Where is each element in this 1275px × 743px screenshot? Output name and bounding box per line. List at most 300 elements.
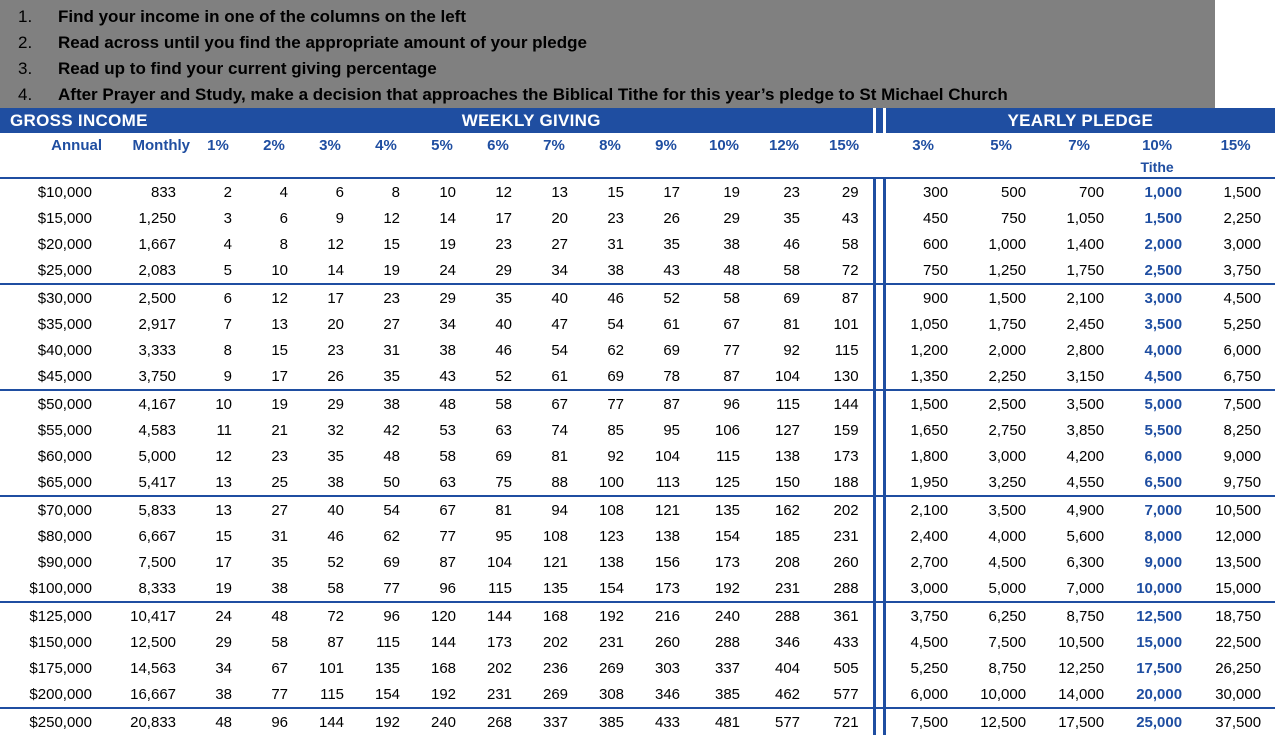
cell-weekly-3: 32 (327, 421, 345, 439)
cell-weekly-6: 12 (470, 178, 526, 205)
cell-weekly-4: 8 (358, 178, 414, 205)
cell-yearly-10: 17,500 (1136, 659, 1183, 677)
cell-yearly-10: 10,000 (1118, 575, 1196, 602)
cell-weekly-2: 15 (271, 341, 289, 359)
cell-weekly-15: 72 (814, 257, 874, 284)
cell-weekly-1: 13 (190, 469, 246, 496)
cell-yearly-10: 25,000 (1136, 713, 1183, 731)
cell-yearly-3: 600 (923, 235, 949, 253)
cell-weekly-10: 77 (723, 341, 741, 359)
tithe-row-gap (874, 157, 884, 178)
cell-weekly-2: 4 (246, 178, 302, 205)
cell-yearly-10: 2,000 (1144, 235, 1183, 253)
cell-weekly-5: 38 (439, 341, 457, 359)
cell-annual-income: $20,000 (37, 235, 92, 253)
cell-weekly-7: 269 (526, 681, 582, 708)
cell-yearly-7: 5,600 (1066, 527, 1105, 545)
subheader-weekly-6: 6% (487, 136, 509, 154)
cell-weekly-12: 58 (754, 257, 814, 284)
cell-weekly-2: 13 (271, 315, 289, 333)
table-row (0, 549, 1275, 575)
tithe-row-blank-5 (962, 157, 1040, 178)
cell-weekly-3: 14 (302, 257, 358, 284)
cell-weekly-15: 202 (833, 501, 859, 519)
cell-yearly-5: 7,500 (988, 633, 1027, 651)
cell-weekly-5: 240 (430, 713, 457, 731)
cell-weekly-2: 17 (246, 363, 302, 390)
cell-weekly-15: 115 (834, 341, 859, 359)
cell-yearly-7: 3,500 (1066, 395, 1105, 413)
cell-weekly-5: 120 (430, 607, 457, 625)
cell-annual-income: $200,000 (0, 681, 102, 708)
cell-yearly-5: 2,000 (988, 341, 1027, 359)
cell-section-divider (874, 655, 884, 681)
cell-weekly-9: 61 (663, 315, 681, 333)
cell-section-divider (874, 205, 884, 231)
cell-weekly-4: 19 (358, 257, 414, 284)
cell-yearly-10: 1,000 (1118, 178, 1196, 205)
header-gap (874, 108, 884, 133)
cell-weekly-4: 12 (383, 209, 401, 227)
cell-weekly-15: 433 (833, 633, 859, 651)
cell-weekly-4: 115 (376, 633, 401, 651)
cell-weekly-3: 40 (327, 501, 345, 519)
cell-weekly-9: 52 (663, 289, 681, 307)
cell-yearly-10: 9,000 (1144, 553, 1183, 571)
cell-weekly-6: 202 (486, 659, 513, 677)
cell-yearly-7: 1,400 (1066, 235, 1105, 253)
cell-weekly-10: 96 (723, 395, 741, 413)
cell-weekly-8: 54 (607, 315, 625, 333)
cell-weekly-12: 23 (754, 178, 814, 205)
cell-weekly-3: 46 (327, 527, 345, 545)
instruction-item: Find your income in one of the columns on the left (58, 7, 467, 26)
cell-section-divider (874, 231, 884, 257)
table-row (0, 523, 1275, 549)
cell-weekly-2: 6 (279, 209, 289, 227)
cell-yearly-3: 450 (923, 209, 949, 227)
cell-weekly-3: 58 (302, 575, 358, 602)
cell-yearly-7: 2,100 (1066, 289, 1105, 307)
cell-weekly-2: 19 (271, 395, 289, 413)
cell-weekly-9: 69 (663, 341, 681, 359)
cell-weekly-8: 85 (607, 421, 625, 439)
cell-weekly-1: 4 (223, 235, 233, 253)
header-gross-income: GROSS INCOME (0, 108, 190, 133)
cell-weekly-3: 26 (302, 363, 358, 390)
tithe-label-row (0, 157, 1275, 178)
cell-yearly-7: 6,300 (1066, 553, 1105, 571)
cell-yearly-15: 7,500 (1223, 395, 1262, 413)
cell-weekly-1: 2 (190, 178, 246, 205)
cell-section-divider (874, 549, 884, 575)
cell-annual-income: $175,000 (29, 659, 92, 677)
cell-yearly-15: 5,250 (1223, 315, 1262, 333)
cell-weekly-7: 108 (542, 527, 569, 545)
cell-weekly-4: 69 (383, 553, 401, 571)
cell-weekly-8: 108 (598, 501, 625, 519)
cell-yearly-5: 10,000 (962, 681, 1040, 708)
subheader-yearly-15: 15% (1220, 136, 1251, 154)
cell-yearly-3: 6,000 (884, 681, 962, 708)
cell-weekly-10: 135 (714, 501, 741, 519)
cell-weekly-5: 34 (439, 315, 457, 333)
cell-section-divider (874, 363, 884, 390)
cell-weekly-12: 150 (754, 469, 814, 496)
cell-annual-income: $250,000 (29, 713, 92, 731)
cell-weekly-1: 38 (190, 681, 246, 708)
cell-yearly-7: 4,900 (1066, 501, 1105, 519)
cell-weekly-5: 58 (439, 447, 457, 465)
cell-weekly-15: 721 (833, 713, 859, 731)
cell-weekly-2: 35 (271, 553, 289, 571)
instructions-panel (0, 0, 1215, 108)
cell-yearly-10: 20,000 (1118, 681, 1196, 708)
cell-weekly-9: 43 (638, 257, 694, 284)
cell-weekly-15: 130 (814, 363, 874, 390)
cell-weekly-10: 173 (714, 553, 741, 571)
cell-weekly-10: 19 (694, 178, 754, 205)
cell-yearly-5: 8,750 (988, 659, 1027, 677)
header-weekly-giving: WEEKLY GIVING (190, 108, 874, 133)
cell-weekly-15: 361 (833, 607, 859, 625)
cell-weekly-8: 69 (582, 363, 638, 390)
cell-weekly-15: 43 (841, 209, 859, 227)
subheader-yearly-3: 3% (912, 136, 934, 154)
cell-weekly-8: 23 (607, 209, 625, 227)
cell-annual-income: $50,000 (37, 395, 92, 413)
instruction-item: After Prayer and Study, make a decision that approaches the Biblical Tithe for this year’s pledge to St Michael Church (58, 85, 1008, 104)
cell-weekly-9: 346 (638, 681, 694, 708)
cell-section-divider (874, 390, 884, 417)
cell-weekly-7: 94 (551, 501, 569, 519)
cell-weekly-9: 433 (654, 713, 681, 731)
cell-yearly-5: 1,500 (988, 289, 1027, 307)
cell-yearly-5: 1,250 (962, 257, 1040, 284)
cell-weekly-6: 95 (495, 527, 513, 545)
cell-weekly-3: 6 (302, 178, 358, 205)
cell-weekly-9: 17 (638, 178, 694, 205)
cell-yearly-15: 3,750 (1196, 257, 1275, 284)
cell-weekly-3: 12 (327, 235, 345, 253)
cell-yearly-3: 1,950 (884, 469, 962, 496)
cell-weekly-5: 24 (414, 257, 470, 284)
cell-monthly-income: 7,500 (138, 553, 177, 571)
cell-weekly-7: 27 (551, 235, 569, 253)
cell-weekly-4: 96 (383, 607, 401, 625)
cell-section-divider (874, 523, 884, 549)
cell-weekly-10: 48 (694, 257, 754, 284)
cell-yearly-7: 12,250 (1058, 659, 1105, 677)
cell-annual-income: $100,000 (0, 575, 102, 602)
cell-weekly-1: 3 (223, 209, 233, 227)
cell-yearly-10: 1,500 (1144, 209, 1183, 227)
cell-section-divider (874, 496, 884, 523)
cell-yearly-3: 1,050 (910, 315, 949, 333)
cell-weekly-7: 20 (551, 209, 569, 227)
cell-yearly-3: 1,650 (910, 421, 949, 439)
cell-weekly-6: 29 (470, 257, 526, 284)
subheader-yearly-10: 10% (1142, 136, 1173, 154)
cell-weekly-12: 577 (774, 713, 801, 731)
cell-weekly-7: 88 (526, 469, 582, 496)
cell-weekly-4: 23 (383, 289, 401, 307)
cell-weekly-4: 192 (374, 713, 401, 731)
cell-weekly-6: 173 (486, 633, 513, 651)
cell-yearly-15: 13,500 (1215, 553, 1262, 571)
cell-yearly-10: 4,000 (1144, 341, 1183, 359)
cell-weekly-4: 54 (383, 501, 401, 519)
cell-weekly-4: 35 (358, 363, 414, 390)
cell-weekly-4: 15 (383, 235, 401, 253)
cell-weekly-12: 404 (774, 659, 801, 677)
cell-weekly-7: 13 (526, 178, 582, 205)
table-row (0, 443, 1275, 469)
cell-weekly-15: 173 (833, 447, 859, 465)
cell-yearly-15: 3,000 (1223, 235, 1262, 253)
cell-weekly-10: 240 (714, 607, 741, 625)
cell-annual-income: $25,000 (0, 257, 102, 284)
cell-yearly-10: 4,500 (1118, 363, 1196, 390)
cell-monthly-income: 16,667 (102, 681, 190, 708)
cell-weekly-5: 19 (439, 235, 457, 253)
cell-weekly-6: 104 (486, 553, 513, 571)
cell-weekly-7: 168 (542, 607, 569, 625)
subheader-yearly-7: 7% (1068, 136, 1090, 154)
cell-weekly-12: 185 (774, 527, 801, 545)
cell-weekly-5: 10 (414, 178, 470, 205)
cell-section-divider (874, 708, 884, 735)
cell-yearly-15: 8,250 (1223, 421, 1262, 439)
cell-yearly-15: 30,000 (1196, 681, 1275, 708)
cell-weekly-2: 31 (271, 527, 289, 545)
cell-weekly-15: 260 (833, 553, 859, 571)
table-row (0, 337, 1275, 363)
subheader-weekly-1: 1% (207, 136, 229, 154)
cell-weekly-2: 21 (271, 421, 289, 439)
subheader-weekly-4: 4% (375, 136, 397, 154)
cell-monthly-income: 3,750 (102, 363, 190, 390)
cell-weekly-9: 260 (654, 633, 681, 651)
cell-weekly-6: 35 (495, 289, 513, 307)
cell-yearly-15: 4,500 (1223, 289, 1262, 307)
cell-weekly-3: 23 (327, 341, 345, 359)
cell-weekly-12: 46 (783, 235, 801, 253)
cell-weekly-12: 104 (754, 363, 814, 390)
cell-weekly-9: 303 (654, 659, 681, 677)
cell-weekly-2: 38 (246, 575, 302, 602)
tithe-row-blank-3 (884, 157, 962, 178)
cell-weekly-2: 48 (271, 607, 289, 625)
cell-weekly-2: 10 (246, 257, 302, 284)
tithe-row-blank-15 (1196, 157, 1275, 178)
cell-monthly-income: 12,500 (130, 633, 177, 651)
cell-weekly-1: 19 (190, 575, 246, 602)
cell-monthly-income: 6,667 (138, 527, 177, 545)
cell-yearly-10: 6,000 (1144, 447, 1183, 465)
cell-yearly-3: 1,500 (910, 395, 949, 413)
table-subheader-row (0, 133, 1275, 157)
cell-weekly-7: 67 (551, 395, 569, 413)
cell-monthly-income: 833 (102, 178, 190, 205)
cell-yearly-5: 3,000 (988, 447, 1027, 465)
cell-yearly-3: 7,500 (910, 713, 949, 731)
subheader-monthly: Monthly (132, 136, 191, 154)
cell-weekly-1: 15 (215, 527, 233, 545)
cell-weekly-9: 173 (638, 575, 694, 602)
cell-annual-income: $150,000 (29, 633, 92, 651)
subheader-weekly-12: 12% (769, 136, 800, 154)
cell-weekly-15: 288 (814, 575, 874, 602)
cell-yearly-3: 1,350 (884, 363, 962, 390)
cell-yearly-5: 3,250 (962, 469, 1040, 496)
cell-weekly-5: 63 (414, 469, 470, 496)
cell-section-divider (874, 311, 884, 337)
cell-weekly-12: 231 (754, 575, 814, 602)
cell-yearly-7: 3,850 (1066, 421, 1105, 439)
cell-yearly-15: 15,000 (1196, 575, 1275, 602)
cell-weekly-8: 77 (607, 395, 625, 413)
cell-weekly-9: 216 (654, 607, 681, 625)
cell-weekly-12: 346 (774, 633, 801, 651)
cell-yearly-5: 4,500 (988, 553, 1027, 571)
cell-yearly-15: 9,750 (1196, 469, 1275, 496)
cell-yearly-10: 7,000 (1144, 501, 1183, 519)
cell-weekly-9: 95 (663, 421, 681, 439)
cell-weekly-6: 115 (470, 575, 526, 602)
cell-yearly-7: 10,500 (1058, 633, 1105, 651)
cell-weekly-8: 385 (598, 713, 625, 731)
cell-weekly-3: 29 (327, 395, 345, 413)
cell-weekly-3: 144 (318, 713, 345, 731)
cell-weekly-7: 337 (542, 713, 569, 731)
cell-weekly-5: 14 (439, 209, 457, 227)
cell-yearly-15: 2,250 (1223, 209, 1262, 227)
table-row (0, 629, 1275, 655)
cell-yearly-10: 6,500 (1118, 469, 1196, 496)
cell-weekly-6: 58 (495, 395, 513, 413)
table-row (0, 602, 1275, 629)
cell-yearly-3: 750 (884, 257, 962, 284)
cell-weekly-15: 188 (814, 469, 874, 496)
cell-yearly-7: 4,200 (1066, 447, 1105, 465)
cell-monthly-income: 4,583 (138, 421, 177, 439)
cell-weekly-9: 113 (638, 469, 694, 496)
cell-weekly-5: 87 (439, 553, 457, 571)
cell-weekly-10: 58 (723, 289, 741, 307)
cell-annual-income: $125,000 (29, 607, 92, 625)
cell-yearly-5: 3,500 (988, 501, 1027, 519)
cell-yearly-3: 5,250 (910, 659, 949, 677)
cell-yearly-5: 750 (1001, 209, 1027, 227)
cell-weekly-7: 135 (526, 575, 582, 602)
pledge-table (0, 108, 1275, 735)
cell-weekly-4: 38 (383, 395, 401, 413)
cell-weekly-5: 96 (414, 575, 470, 602)
cell-monthly-income: 2,500 (138, 289, 177, 307)
cell-weekly-15: 87 (841, 289, 859, 307)
cell-weekly-7: 61 (526, 363, 582, 390)
cell-weekly-10: 337 (714, 659, 741, 677)
cell-yearly-3: 4,500 (910, 633, 949, 651)
table-row (0, 257, 1275, 284)
subheader-gap (874, 133, 884, 157)
cell-weekly-6: 75 (470, 469, 526, 496)
cell-yearly-10: 15,000 (1136, 633, 1183, 651)
cell-weekly-12: 92 (783, 341, 801, 359)
cell-annual-income: $15,000 (37, 209, 92, 227)
cell-monthly-income: 20,833 (130, 713, 177, 731)
cell-weekly-6: 63 (495, 421, 513, 439)
cell-annual-income: $80,000 (37, 527, 92, 545)
subheader-weekly-9: 9% (655, 136, 677, 154)
table-row (0, 231, 1275, 257)
cell-weekly-9: 138 (654, 527, 681, 545)
cell-weekly-1: 48 (215, 713, 233, 731)
cell-weekly-15: 577 (814, 681, 874, 708)
cell-yearly-7: 17,500 (1058, 713, 1105, 731)
cell-weekly-8: 192 (598, 607, 625, 625)
cell-monthly-income: 5,833 (138, 501, 177, 519)
cell-weekly-3: 17 (327, 289, 345, 307)
cell-yearly-5: 6,250 (988, 607, 1027, 625)
cell-section-divider (874, 575, 884, 602)
subheader-weekly-3: 3% (319, 136, 341, 154)
cell-weekly-2: 23 (271, 447, 289, 465)
cell-weekly-4: 50 (358, 469, 414, 496)
cell-weekly-4: 62 (383, 527, 401, 545)
cell-weekly-3: 9 (335, 209, 345, 227)
cell-yearly-7: 7,000 (1040, 575, 1118, 602)
table-row (0, 655, 1275, 681)
cell-annual-income: $45,000 (0, 363, 102, 390)
cell-yearly-15: 18,750 (1215, 607, 1262, 625)
cell-weekly-4: 27 (383, 315, 401, 333)
cell-yearly-7: 4,550 (1040, 469, 1118, 496)
subheader-weekly-10: 10% (709, 136, 740, 154)
cell-section-divider (874, 443, 884, 469)
cell-section-divider (874, 284, 884, 311)
cell-weekly-4: 48 (383, 447, 401, 465)
cell-weekly-4: 77 (358, 575, 414, 602)
cell-weekly-2: 27 (271, 501, 289, 519)
cell-weekly-9: 78 (638, 363, 694, 390)
cell-yearly-15: 26,250 (1215, 659, 1262, 677)
cell-yearly-5: 2,250 (962, 363, 1040, 390)
cell-weekly-10: 154 (714, 527, 741, 545)
cell-weekly-12: 462 (754, 681, 814, 708)
cell-weekly-3: 115 (302, 681, 358, 708)
cell-weekly-1: 34 (215, 659, 233, 677)
cell-weekly-5: 192 (414, 681, 470, 708)
cell-weekly-2: 25 (246, 469, 302, 496)
cell-weekly-10: 87 (694, 363, 754, 390)
subheader-weekly-8: 8% (599, 136, 621, 154)
cell-monthly-income: 5,000 (138, 447, 177, 465)
cell-weekly-5: 29 (439, 289, 457, 307)
cell-yearly-10: 3,000 (1144, 289, 1183, 307)
cell-weekly-1: 11 (216, 421, 233, 439)
cell-yearly-15: 10,500 (1215, 501, 1262, 519)
cell-yearly-3: 1,200 (910, 341, 949, 359)
cell-weekly-8: 92 (607, 447, 625, 465)
cell-weekly-9: 87 (663, 395, 681, 413)
cell-yearly-15: 6,750 (1196, 363, 1275, 390)
cell-weekly-7: 47 (551, 315, 569, 333)
cell-weekly-5: 48 (439, 395, 457, 413)
cell-weekly-7: 236 (542, 659, 569, 677)
table-row (0, 417, 1275, 443)
